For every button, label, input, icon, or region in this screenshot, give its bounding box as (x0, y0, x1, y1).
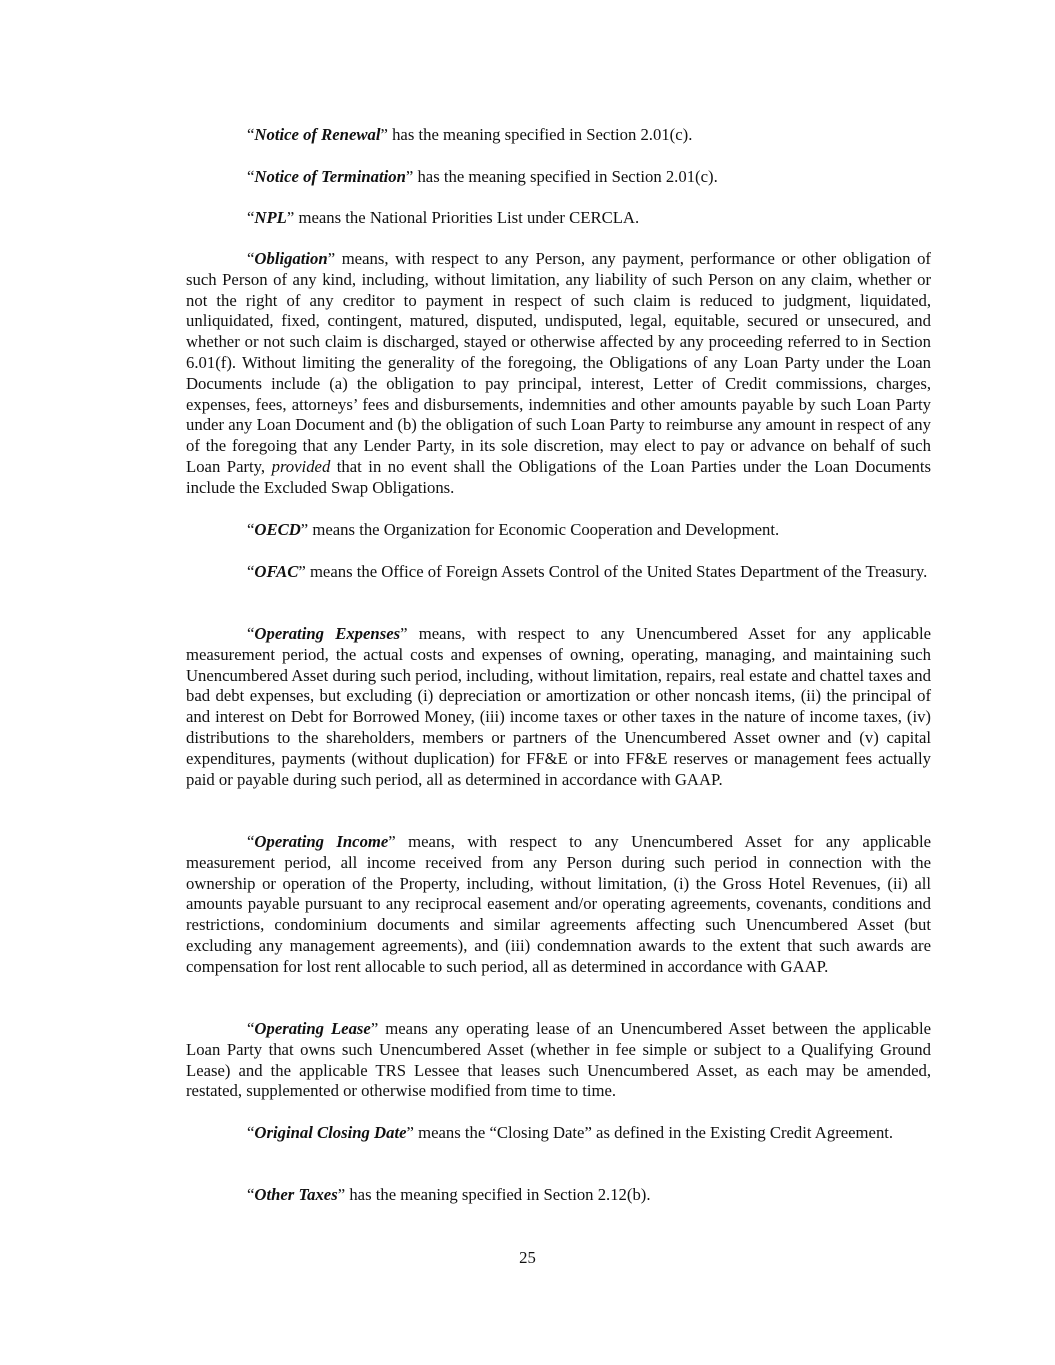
definition-obligation: “Obligation” means, with respect to any Person, any payment, performance or other obligation of such Person of any kind, including, without limitation, any liability of such Person on any claim, whether or not the right of any creditor to payment in respect of such claim is reduced to judgment, liquidated, unliquidated, fixed, contingent, matured, disputed, undisputed, legal, equitable, secured or unsecured, and whether or not such claim is discharged, stayed or otherwise affected by any proceeding referred to in Section 6.01(f). Without limiting the generality of the foregoing, the Obligations of any Loan Party under the Loan Documents include (a) the obligation to pay principal, interest, Letter of Credit commissions, charges, expenses, fees, attorneys’ fees and disbursements, indemnities and other amounts payable by such Loan Party under any Loan Document and (b) the obligation of such Loan Party to reimburse any amount in respect of any of the foregoing that any Lender Party, in its sole discretion, may elect to pay or advance on behalf of such Loan Party, provided that in no event shall the Obligations of the Loan Parties under the Loan Documents include the Excluded Swap Obligations. (186, 249, 931, 497)
definition-operating-income: “Operating Income” means, with respect to any Unencumbered Asset for any applicable measurement period, all income received from any Person during such period in connection with the ownership or operation of the Property, including, without limitation, (i) the Gross Hotel Revenues, (ii) all amounts payable pursuant to any reciprocal easement and/or operating agreements, covenants, conditions and restrictions, condominium documents and similar agreements affecting such Unencumbered Asset (but excluding any management agreements), and (iii) condemnation awards to the extent that such awards are compensation for lost rent allocable to such period, all as determined in accordance with GAAP. (186, 832, 931, 976)
definition-text: means the Office of Foreign Assets Control of the United States Department of the Treasury. (305, 562, 928, 581)
definition-text: means, with respect to any Person, any payment, performance or other obligation of such Person of any kind, including, without limitation, any liability of such Person on any claim, whether or not the right of any creditor to payment in respect of such claim is reduced to judgment, liquidated, unliquidated, fixed, contingent, matured, disputed, undisputed, legal, equitable, secured or unsecured, and whether or not such claim is discharged, stayed or otherwise affected by any proceeding referred to in Section 6.01(f). Without limiting the generality of the foregoing, the Obligations of any Loan Party under the Loan Documents include (a) the obligation to pay principal, interest, Letter of Credit commissions, charges, expenses, fees, attorneys’ fees and disbursements, indemnities and other amounts payable by such Loan Party under any Loan Document and (b) the obligation of such Loan Party to reimburse any amount in respect of any of the foregoing that any Lender Party, in its sole discretion, may elect to pay or advance on behalf of such Loan Party, (186, 249, 931, 476)
defined-term: Original Closing Date (254, 1123, 407, 1142)
definition-notice-of-renewal: “Notice of Renewal” has the meaning specified in Section 2.01(c). (247, 125, 693, 144)
definition-other-taxes: “Other Taxes” has the meaning specified in Section 2.12(b). (247, 1185, 651, 1204)
definition-notice-of-termination: “Notice of Termination” has the meaning specified in Section 2.01(c). (247, 167, 718, 186)
defined-term: OECD (254, 520, 301, 539)
definition-text: means, with respect to any Unencumbered Asset for any applicable measurement period, the actual costs and expenses of owning, operating, managing, and maintaining such Unencumbered Asset during such period, including, without limitation, repairs, real estate and chattel taxes and bad debt expenses, but excluding (i) depreciation or amortization or other noncash items, (ii) the principal of and interest on Debt for Borrowed Money, (iii) income taxes or other taxes in the nature of income taxes, (iv) distributions to the shareholders, members or partners of the Unencumbered Asset owner and (v) capital expenditures, payments (without duplication) for FF&E or into FF&E reserves or management fees actually paid or payable during such period, all as determined in accordance with GAAP. (186, 624, 931, 789)
defined-term: Operating Lease (254, 1019, 371, 1038)
defined-term: Operating Income (254, 832, 389, 851)
defined-term: NPL (254, 208, 287, 227)
definition-operating-lease: “Operating Lease” means any operating lease of an Unencumbered Asset between the applicable Loan Party that owns such Unencumbered Asset (whether in fee simple or subject to a Qualifying Ground Lease) and the applicable TRS Lessee that leases such Unencumbered Asset, as each may be amended, restated, supplemented or otherwise modified from time to time. (186, 1019, 931, 1101)
definition-text: means any operating lease of an Unencumbered Asset between the applicable Loan Party that owns such Unencumbered Asset (whether in fee simple or subject to a Qualifying Ground Lease) and the applicable TRS Lessee that leases such Unencumbered Asset, as each may be amended, restated, supplemented or otherwise modified from time to time. (186, 1019, 931, 1101)
definition-original-closing-date: “Original Closing Date” means the “Closing Date” as defined in the Existing Credit Agreement. (247, 1123, 894, 1142)
definition-text: means, with respect to any Unencumbered Asset for any applicable measurement period, all income received from any Person during such period in connection with the ownership or operation of the Property, including, without limitation, (i) the Gross Hotel Revenues, (ii) all amounts payable pursuant to any reciprocal easement and/or operating agreements, covenants, conditions and restrictions, condominium documents and similar agreements affecting such Unencumbered Asset (but excluding any management agreements), and (iii) condemnation awards to the extent that such awards are compensation for lost rent allocable to such period, all as determined in accordance with GAAP. (186, 832, 931, 976)
definition-text: has the meaning specified in Section 2.01(c). (387, 125, 693, 144)
definition-ofac: “OFAC” means the Office of Foreign Assets Control of the United States Department of the Treasury. (247, 562, 928, 581)
defined-term: Notice of Termination (254, 167, 406, 186)
defined-term: OFAC (254, 562, 299, 581)
definition-text-tail: that in no event shall the Obligations of the Loan Parties under the Loan Documents include the Excluded Swap Obligations. (186, 456, 931, 497)
defined-term: Notice of Renewal (254, 125, 381, 144)
definition-operating-expenses: “Operating Expenses” means, with respect to any Unencumbered Asset for any applicable measurement period, the actual costs and expenses of owning, operating, managing, and maintaining such Unencumbered Asset during such period, including, without limitation, repairs, real estate and chattel taxes and bad debt expenses, but excluding (i) depreciation or amortization or other noncash items, (ii) the principal of and interest on Debt for Borrowed Money, (iii) income taxes or other taxes in the nature of income taxes, (iv) distributions to the shareholders, members or partners of the Unencumbered Asset owner and (v) capital expenditures, payments (without duplication) for FF&E or into FF&E reserves or management fees actually paid or payable during such period, all as determined in accordance with GAAP. (186, 624, 931, 789)
definition-oecd: “OECD” means the Organization for Economic Cooperation and Development. (247, 520, 780, 539)
defined-term: Operating Expenses (254, 624, 401, 643)
definition-npl: “NPL” means the National Priorities List under CERCLA. (247, 208, 640, 227)
definition-text: means the Organization for Economic Cooperation and Development. (308, 520, 780, 539)
defined-term: Obligation (254, 249, 328, 268)
definition-text: means the “Closing Date” as defined in the Existing Credit Agreement. (413, 1123, 894, 1142)
definition-text: has the meaning specified in Section 2.01(c). (413, 167, 718, 186)
provided-italic: provided (271, 456, 331, 476)
definition-text: means the National Priorities List under CERCLA. (294, 208, 640, 227)
definition-text: has the meaning specified in Section 2.12(b). (345, 1185, 651, 1204)
page-number: 25 (519, 1248, 536, 1267)
defined-term: Other Taxes (254, 1185, 338, 1204)
